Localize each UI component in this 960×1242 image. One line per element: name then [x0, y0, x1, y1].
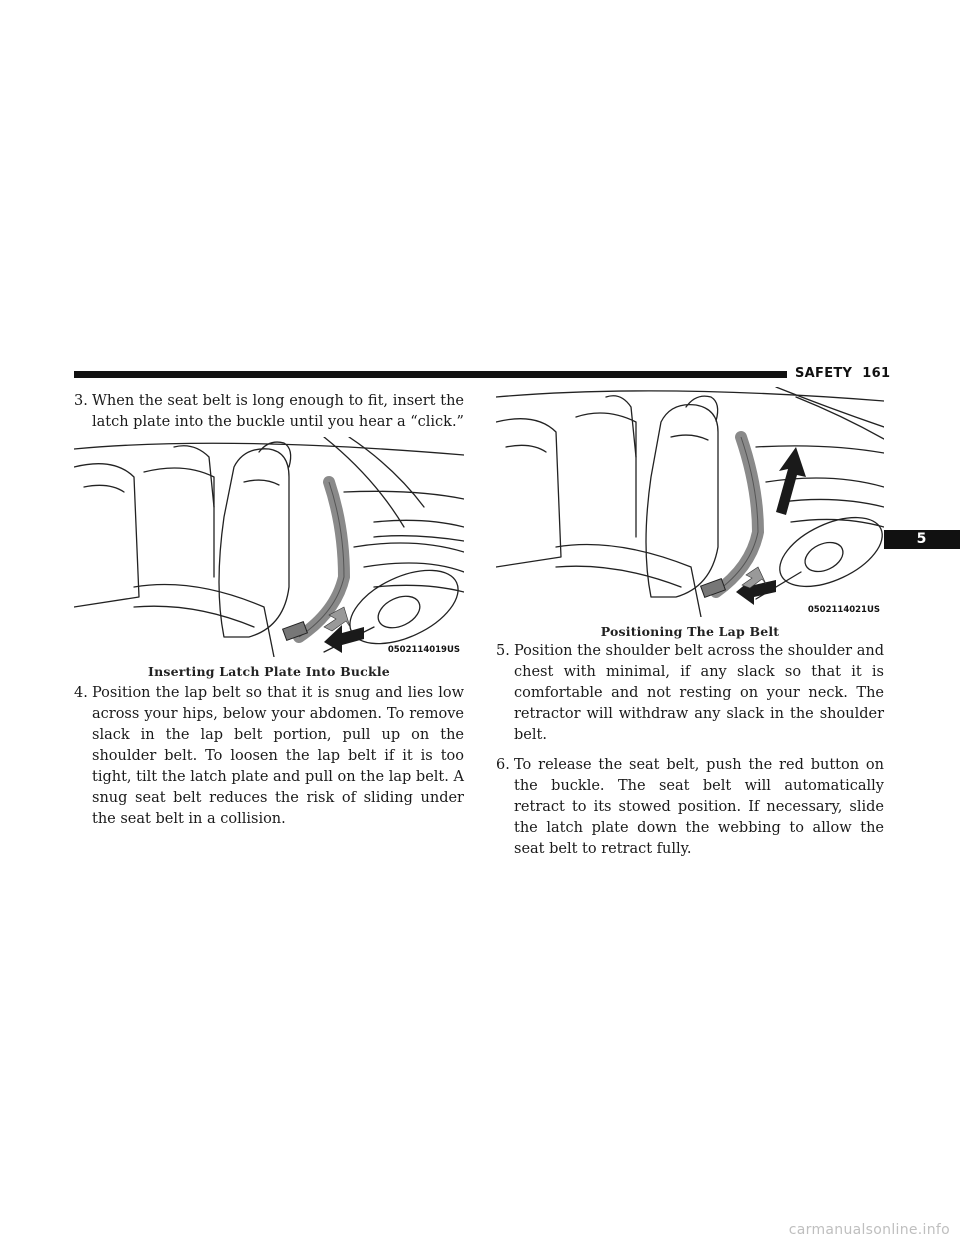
step-text: When the seat belt is long enough to fit, insert the latch plate into the buckle until you hear a “click.” [92, 393, 464, 430]
step-6 [496, 755, 884, 860]
step-number: 5. [496, 643, 510, 659]
figure-caption: Inserting Latch Plate Into Buckle [148, 664, 390, 679]
chapter-tab: 5 [883, 530, 960, 549]
figure-inserting-latch-plate [74, 437, 464, 657]
step-text: Position the shoulder belt across the shoulder and chest with minimal, if any slack so that it is comfortable and not resting on your neck. The retractor will withdraw any slack in the shoulder belt. [514, 643, 884, 743]
seat-belt-illustration [74, 437, 464, 657]
step-3 [74, 391, 464, 433]
figure-positioning-lap-belt [496, 387, 884, 617]
step-text: To release the seat belt, push the red button on the buckle. The seat belt will automatically retract to its stowed position. If necessary, slide the latch plate down the webbing to allow the seat belt to retract fully. [514, 757, 884, 857]
figure-caption: Positioning The Lap Belt [600, 624, 780, 639]
step-number: 3. [74, 393, 88, 409]
left-column-lower [74, 683, 464, 839]
watermark: carmanualsonline.info [788, 1222, 950, 1238]
right-column [496, 641, 884, 869]
step-4 [74, 683, 464, 830]
step-number: 4. [74, 685, 88, 701]
section-title: SAFETY [795, 366, 853, 381]
figure-code: 0502114021US [807, 605, 880, 615]
page-number: 161 [862, 366, 891, 381]
step-text: Position the lap belt so that it is snug and lies low across your hips, below your abdomen. To remove slack in the lap belt portion, pull up on the shoulder belt. To loosen the lap belt if it is too tight, tilt the latch plate and pull on the lap belt. A snug seat belt reduces the risk of sliding under the seat belt in a collision. [92, 685, 464, 827]
seat-belt-illustration [496, 387, 884, 617]
step-5 [496, 641, 884, 746]
left-column [74, 391, 464, 442]
page-header [795, 366, 895, 381]
figure-code: 0502114019US [387, 645, 460, 655]
header-rule [74, 371, 787, 378]
step-number: 6. [496, 757, 510, 773]
